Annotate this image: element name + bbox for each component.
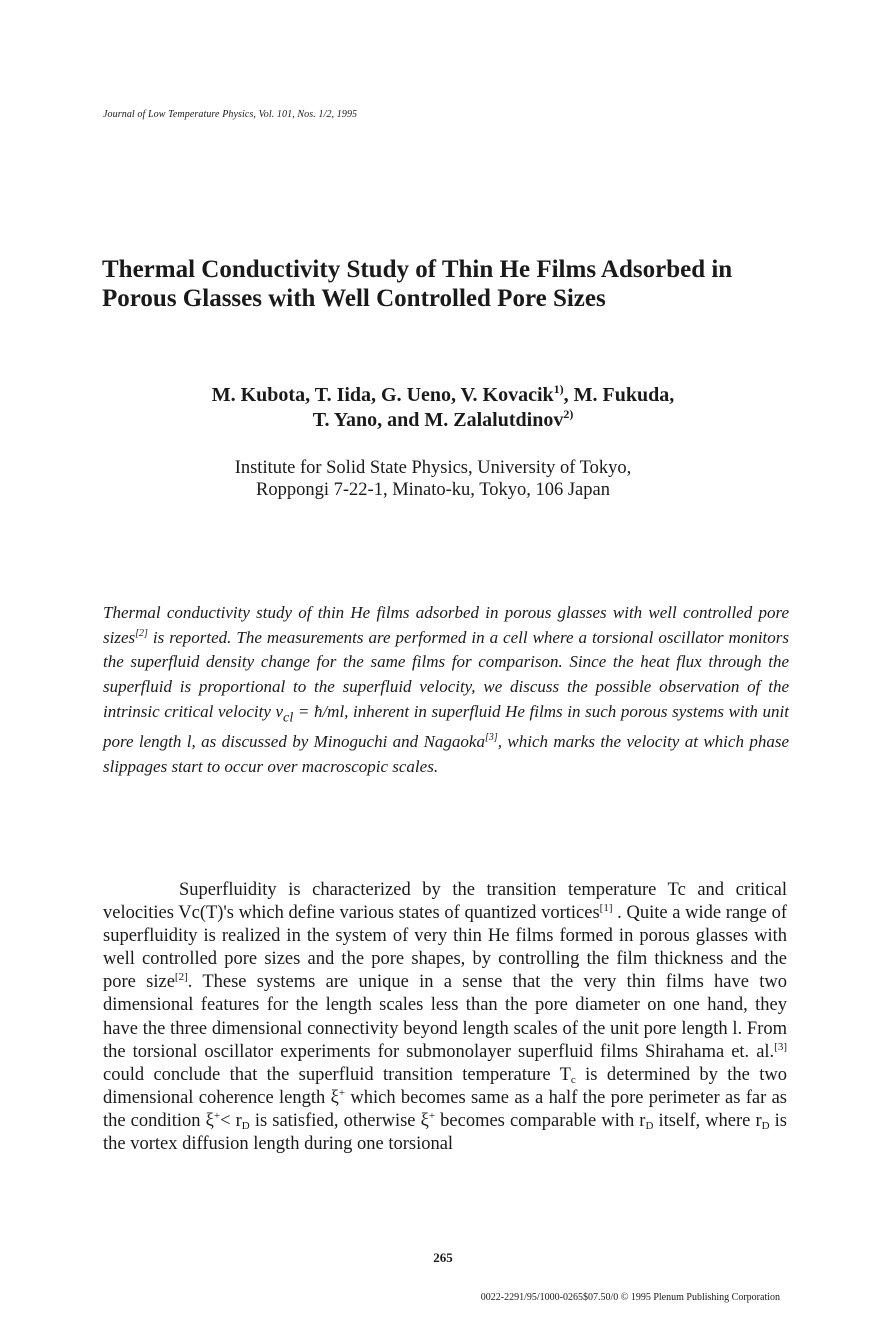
journal-citation: Journal of Low Temperature Physics, Vol. 101, Nos. 1/2, 1995	[103, 109, 358, 120]
body-text-5: is determined by the two dimensional coherence length ξ	[103, 1064, 788, 1108]
abstract-text-3: = ħ/ml, inherent in superfluid He films in such porous systems with unit pore length l, as discussed by Minoguchi and Nagaoka	[103, 701, 789, 751]
subscript: c	[570, 1073, 576, 1086]
reference-mark: [2]	[135, 627, 148, 639]
paper-title: Thermal Conductivity Study of Thin He Films Adsorbed in Porous Glasses with Well Controlled Pore Sizes	[102, 256, 733, 312]
body-text-3: . These systems are unique in a sense that the very thin films have two dimensional features for the length scales less than the pore diameter on one hand, they have the three dimensional connectivity beyond length scales of the unit pore length l. From the torsional oscillator experiments for submonolayer superfluid films Shirahama et. al.	[103, 972, 787, 1062]
reference-mark: [3]	[484, 731, 498, 743]
body-text-7: < r	[220, 1110, 242, 1131]
reference-mark: [3]	[774, 1040, 787, 1053]
body-paragraph	[103, 879, 787, 1156]
reference-mark: [1]	[599, 902, 613, 915]
abstract-text-1: Thermal conductivity study of thin He films adsorbed in porous glasses with well controlled pore sizes	[103, 603, 789, 647]
abstract-text-2: is reported. The measurements are performed in a cell where a torsional oscillator monitors the superfluid density change for the same films for comparison. Since the heat flux through the superfluid is proportional to the superfluid velocity, we discuss the possible observation of the intrinsic critical velocity v	[103, 627, 789, 721]
author-line-1	[60, 383, 826, 408]
affiliation-mark-2: 2)	[563, 407, 574, 421]
body-text-8: is satisfied, otherwise ξ	[249, 1110, 429, 1131]
authors-part-3: T. Yano, and M. Zalalutdinov	[312, 409, 564, 431]
reference-mark: [2]	[174, 971, 188, 984]
affiliation	[100, 457, 766, 501]
body-text-9: becomes comparable with r	[435, 1110, 646, 1131]
superscript: +	[428, 1109, 436, 1122]
body-text	[103, 879, 787, 1156]
affiliation-line-1: Institute for Solid State Physics, University of Tokyo,	[234, 458, 632, 478]
affiliation-mark-1: 1)	[553, 382, 564, 396]
page-number: 265	[433, 1250, 453, 1265]
subscript: D	[645, 1119, 654, 1132]
copyright-line: 0022-2291/95/1000-0265$07.50/0 © 1995 Plenum Publishing Corporation	[480, 1292, 780, 1303]
subscript: D	[761, 1119, 770, 1132]
body-text-11: is the vortex diffusion length during one torsional	[103, 1110, 787, 1155]
superscript: +	[213, 1109, 221, 1122]
abstract-text-4: , which marks the velocity at which phase slippages start to occur over macroscopic scales.	[103, 731, 790, 776]
affiliation-line-2: Roppongi 7-22-1, Minato-ku, Tokyo, 106 Japan	[256, 480, 610, 500]
authors-part-2: , M. Fukuda,	[563, 384, 675, 406]
superscript: +	[338, 1086, 346, 1099]
body-text-6: which becomes same as a half the pore perimeter as far as the condition ξ	[103, 1087, 787, 1131]
body-text-4: could conclude that the superfluid transition temperature T	[103, 1064, 571, 1085]
author-line-2	[60, 408, 826, 433]
subscript: cl	[283, 709, 294, 726]
body-text-10: itself, where r	[653, 1110, 762, 1131]
authors-part-1: M. Kubota, T. Iida, G. Ueno, V. Kovacik	[211, 384, 554, 406]
body-text-1: Superfluidity is characterized by the transition temperature Tc and critical velocities Vc(T)'s which define various states of quantized vortices	[103, 880, 787, 924]
abstract	[103, 601, 789, 779]
body-text-2: . Quite a wide range of superfluidity is realized in the system of very thin He films formed in porous glasses with well controlled pore sizes and the pore shapes, by controlling the film thickness and the pore size	[103, 903, 787, 993]
subscript: D	[241, 1119, 250, 1132]
author-list	[60, 383, 826, 433]
